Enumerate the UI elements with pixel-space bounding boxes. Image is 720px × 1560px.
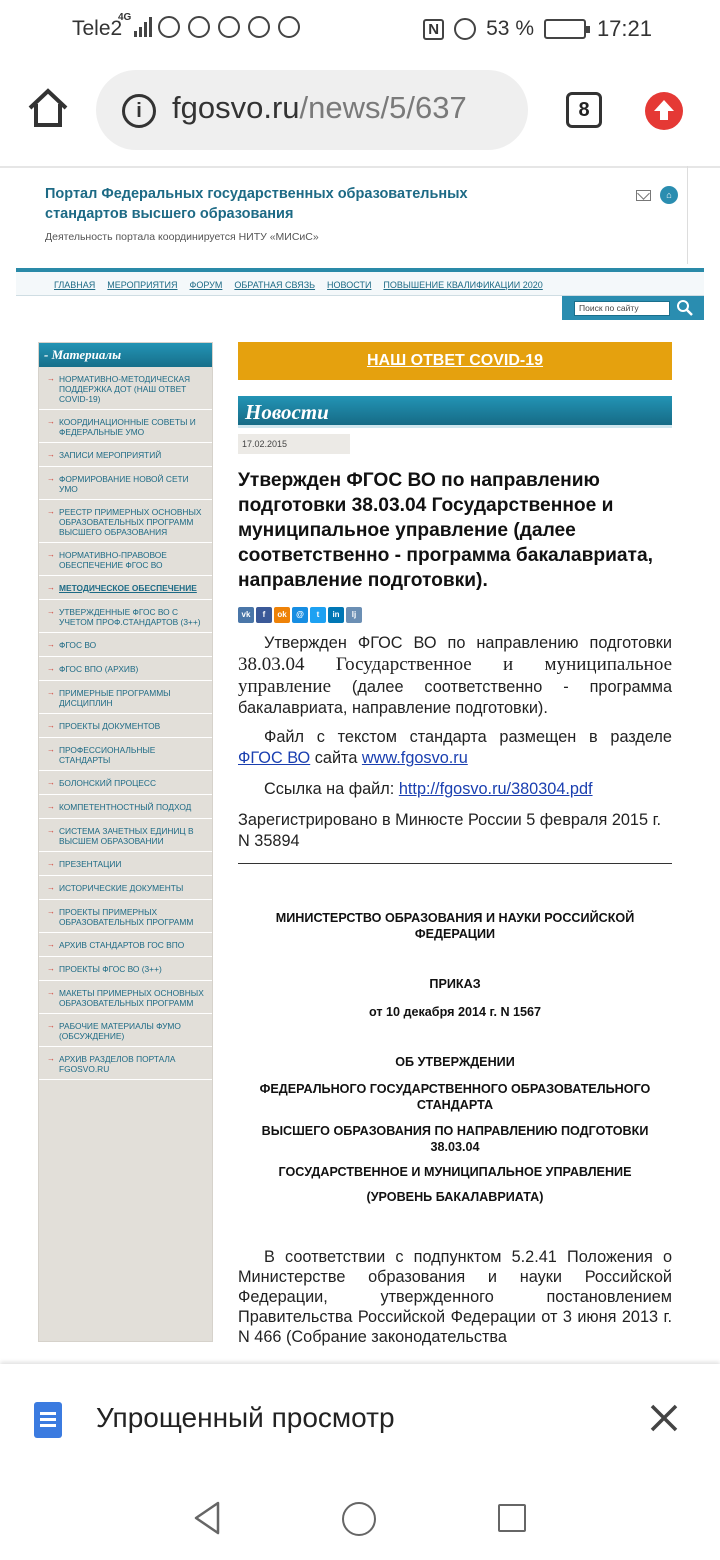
update-icon[interactable]	[645, 92, 683, 130]
linkedin-share-icon[interactable]: in	[328, 607, 344, 623]
url-text[interactable]	[172, 90, 467, 126]
clock: 17:21	[596, 16, 652, 41]
sidebar-item[interactable]: → КООРДИНАЦИОННЫЕ СОВЕТЫ И ФЕДЕРАЛЬНЫЕ УМО	[39, 410, 212, 443]
sidebar-item[interactable]: → НОРМАТИВНО-МЕТОДИЧЕСКАЯ ПОДДЕРЖКА ДОТ (НАШ ОТВЕТ COVID-19)	[39, 367, 212, 410]
nav-news[interactable]: НОВОСТИ	[327, 280, 372, 290]
sidebar-item[interactable]: → ФГОС ВПО (АРХИВ)	[39, 657, 212, 681]
nav-forum[interactable]: ФОРУМ	[189, 280, 223, 290]
back-icon[interactable]	[192, 1500, 222, 1536]
sidebar-item[interactable]: → АРХИВ РАЗДЕЛОВ ПОРТАЛА FGOSVO.RU	[39, 1047, 212, 1080]
article-title: Утвержден ФГОС ВО по направлению подготовки 38.03.04 Государственное и муниципальное управление (далее соответственно - программа бакалавриата, направление подготовки).	[238, 470, 653, 591]
materials-sidebar	[38, 342, 213, 1342]
sitemap-icon[interactable]: ⌂	[660, 186, 678, 204]
system-navigation-bar	[0, 1474, 720, 1560]
alarm-icon	[454, 18, 476, 40]
simplified-view-banner[interactable]	[0, 1364, 720, 1474]
search-notification-icon	[188, 16, 210, 38]
covid-banner-link[interactable]: НАШ ОТВЕТ COVID-19	[238, 342, 672, 380]
doc-line-2: ФЕДЕРАЛЬНОГО ГОСУДАРСТВЕННОГО ОБРАЗОВАТЕЛЬНОГО СТАНДАРТА	[259, 1082, 651, 1112]
vk-share-icon[interactable]: vk	[238, 607, 254, 623]
browser-toolbar	[0, 56, 720, 166]
doc-about: ОБ УТВЕРЖДЕНИИ	[395, 1055, 515, 1069]
nav-training-2020[interactable]: ПОВЫШЕНИЕ КВАЛИФИКАЦИИ 2020	[383, 280, 543, 290]
tab-switcher-button[interactable]: 8	[566, 92, 602, 128]
mailru-share-icon[interactable]: @	[292, 607, 308, 623]
order-body-paragraph: В соответствии с подпунктом 5.2.41 Положения о Министерстве образования и науки Российской Федерации, утвержденного постановлением Правительства Российской Федерации от 3 июня 2013 г. N 466 (Собрание законодательства	[238, 1248, 672, 1346]
divider	[238, 863, 672, 864]
p1-text-a: Утвержден ФГОС ВО по направлению подготовки	[264, 634, 672, 652]
sidebar-item[interactable]: → НОРМАТИВНО-ПРАВОВОЕ ОБЕСПЕЧЕНИЕ ФГОС ВО	[39, 543, 212, 576]
sidebar-item[interactable]: → РАБОЧИЕ МАТЕРИАЛЫ ФУМО (ОБСУЖДЕНИЕ)	[39, 1014, 212, 1047]
twitter-share-icon[interactable]: t	[310, 607, 326, 623]
sidebar-item[interactable]: → УТВЕРЖДЕННЫЕ ФГОС ВО С УЧЕТОМ ПРОФ.СТАНДАРТОВ (3++)	[39, 600, 212, 633]
sidebar-item[interactable]: → ЗАПИСИ МЕРОПРИЯТИЙ	[39, 443, 212, 467]
p1-text-c: (далее соответственно - программа бакалавриата, направление подготовки).	[238, 678, 672, 717]
sidebar-item[interactable]: → ФОРМИРОВАНИЕ НОВОЙ СЕТИ УМО	[39, 467, 212, 500]
sidebar-item[interactable]: → ФГОС ВО	[39, 633, 212, 657]
mail-icon[interactable]	[636, 190, 651, 201]
top-navigation	[16, 268, 704, 296]
simplified-view-title[interactable]: Упрощенный просмотр	[96, 1402, 395, 1433]
sidebar-item[interactable]: → МАКЕТЫ ПРИМЕРНЫХ ОСНОВНЫХ ОБРАЗОВАТЕЛЬНЫХ ПРОГРАММ	[39, 981, 212, 1014]
network-type: 4G	[118, 12, 132, 23]
sidebar-item[interactable]: → БОЛОНСКИЙ ПРОЦЕСС	[39, 771, 212, 795]
sidebar-item-active[interactable]: → МЕТОДИЧЕСКОЕ ОБЕСПЕЧЕНИЕ	[39, 576, 212, 600]
portal-title[interactable]: Портал Федеральных государственных образовательных стандартов высшего образования	[45, 186, 468, 222]
sidebar-title: - Материалы	[39, 343, 212, 367]
check-notification-icon	[278, 16, 300, 38]
document-icon	[34, 1402, 62, 1438]
share-buttons	[238, 607, 672, 623]
pdf-file-link[interactable]: http://fgosvo.ru/380304.pdf	[398, 780, 593, 798]
doc-order: ПРИКАЗ	[429, 977, 481, 991]
sidebar-item[interactable]: → ПРОФЕССИОНАЛЬНЫЕ СТАНДАРТЫ	[39, 738, 212, 771]
sidebar-item[interactable]: → ИСТОРИЧЕСКИЕ ДОКУМЕНТЫ	[39, 876, 212, 900]
facebook-share-icon[interactable]: f	[256, 607, 272, 623]
doc-line-3: ВЫСШЕГО ОБРАЗОВАНИЯ ПО НАПРАВЛЕНИЮ ПОДГОТОВКИ 38.03.04	[261, 1124, 649, 1154]
article-paragraph-2	[238, 727, 672, 769]
chrome-notification-icon	[218, 16, 240, 38]
doc-line-5: (УРОВЕНЬ БАКАЛАВРИАТА)	[366, 1190, 544, 1204]
sidebar-item[interactable]: → ПРИМЕРНЫЕ ПРОГРАММЫ ДИСЦИПЛИН	[39, 681, 212, 714]
doc-ministry: МИНИСТЕРСТВО ОБРАЗОВАНИЯ И НАУКИ РОССИЙСКОЙ ФЕДЕРАЦИИ	[275, 911, 635, 941]
search-icon[interactable]	[676, 299, 694, 317]
nav-feedback[interactable]: ОБРАТНАЯ СВЯЗЬ	[234, 280, 316, 290]
nav-home[interactable]: ГЛАВНАЯ	[54, 280, 96, 290]
signal-icon	[134, 17, 154, 37]
doc-order-date: от 10 декабря 2014 г. N 1567	[368, 1005, 542, 1019]
status-bar	[0, 0, 720, 56]
article-paragraph-1	[238, 633, 672, 719]
p1-text-b: 38.03.04 Государственное и муниципальное управление	[238, 654, 672, 697]
news-date: 17.02.2015	[238, 434, 350, 454]
search-input[interactable]: Поиск по сайту	[574, 301, 670, 316]
section-title: Новости	[238, 396, 672, 428]
nav-events[interactable]: МЕРОПРИЯТИЯ	[107, 280, 178, 290]
sidebar-item[interactable]: → ПРОЕКТЫ ДОКУМЕНТОВ	[39, 714, 212, 738]
sidebar-item[interactable]: → АРХИВ СТАНДАРТОВ ГОС ВПО	[39, 933, 212, 957]
site-search	[562, 296, 704, 320]
sync-notification-icon	[248, 16, 270, 38]
battery-percent: 53 %	[486, 17, 534, 40]
sidebar-item[interactable]: → ПРЕЗЕНТАЦИИ	[39, 852, 212, 876]
livejournal-share-icon[interactable]: lj	[346, 607, 362, 623]
sidebar-item[interactable]: → ПРОЕКТЫ ПРИМЕРНЫХ ОБРАЗОВАТЕЛЬНЫХ ПРОГРАММ	[39, 900, 212, 933]
p2-text-b: сайта	[314, 749, 358, 767]
sidebar-item[interactable]: → ПРОЕКТЫ ФГОС ВО (3++)	[39, 957, 212, 981]
sidebar-item[interactable]: → КОМПЕТЕНТНОСТНЫЙ ПОДХОД	[39, 795, 212, 819]
notification-icons	[158, 16, 300, 38]
close-icon[interactable]	[648, 1402, 680, 1434]
site-link[interactable]: www.fgosvo.ru	[361, 749, 468, 767]
info-icon[interactable]: i	[122, 94, 156, 128]
url-domain: fgosvo.ru	[172, 90, 300, 125]
alarm-notification-icon	[158, 16, 180, 38]
nfc-icon: N	[423, 19, 444, 40]
battery-charging-icon	[544, 19, 586, 39]
sidebar-item[interactable]: → РЕЕСТР ПРИМЕРНЫХ ОСНОВНЫХ ОБРАЗОВАТЕЛЬНЫХ ПРОГРАММ ВЫСШЕГО ОБРАЗОВАНИЯ	[39, 500, 212, 543]
home-icon[interactable]	[26, 86, 70, 130]
odnoklassniki-share-icon[interactable]: ok	[274, 607, 290, 623]
doc-line-4: ГОСУДАРСТВЕННОЕ И МУНИЦИПАЛЬНОЕ УПРАВЛЕНИЕ	[278, 1165, 632, 1179]
portal-subtitle: Деятельность портала координируется НИТУ «МИСиС»	[45, 231, 319, 243]
p3-text-a: Ссылка на файл:	[264, 780, 395, 798]
address-bar[interactable]	[96, 70, 528, 150]
fgos-vo-link[interactable]: ФГОС ВО	[238, 749, 311, 767]
sidebar-item[interactable]: → СИСТЕМА ЗАЧЕТНЫХ ЕДИНИЦ В ВЫСШЕМ ОБРАЗОВАНИИ	[39, 819, 212, 852]
web-page[interactable]	[0, 166, 720, 1364]
main-content	[238, 342, 672, 1347]
article-paragraph-3	[238, 779, 672, 800]
registration-note: Зарегистрировано в Минюсте России 5 февраля 2015 г. N 35894	[238, 811, 662, 850]
p2-text-a: Файл с текстом стандарта размещен в разделе	[264, 728, 672, 746]
carrier-name: Tele2	[72, 17, 123, 40]
site-header	[26, 166, 688, 264]
system-icons	[423, 17, 586, 41]
url-path: /news/5/637	[299, 90, 467, 125]
recent-apps-icon[interactable]	[498, 1504, 526, 1532]
home-circle-icon[interactable]	[342, 1502, 376, 1536]
